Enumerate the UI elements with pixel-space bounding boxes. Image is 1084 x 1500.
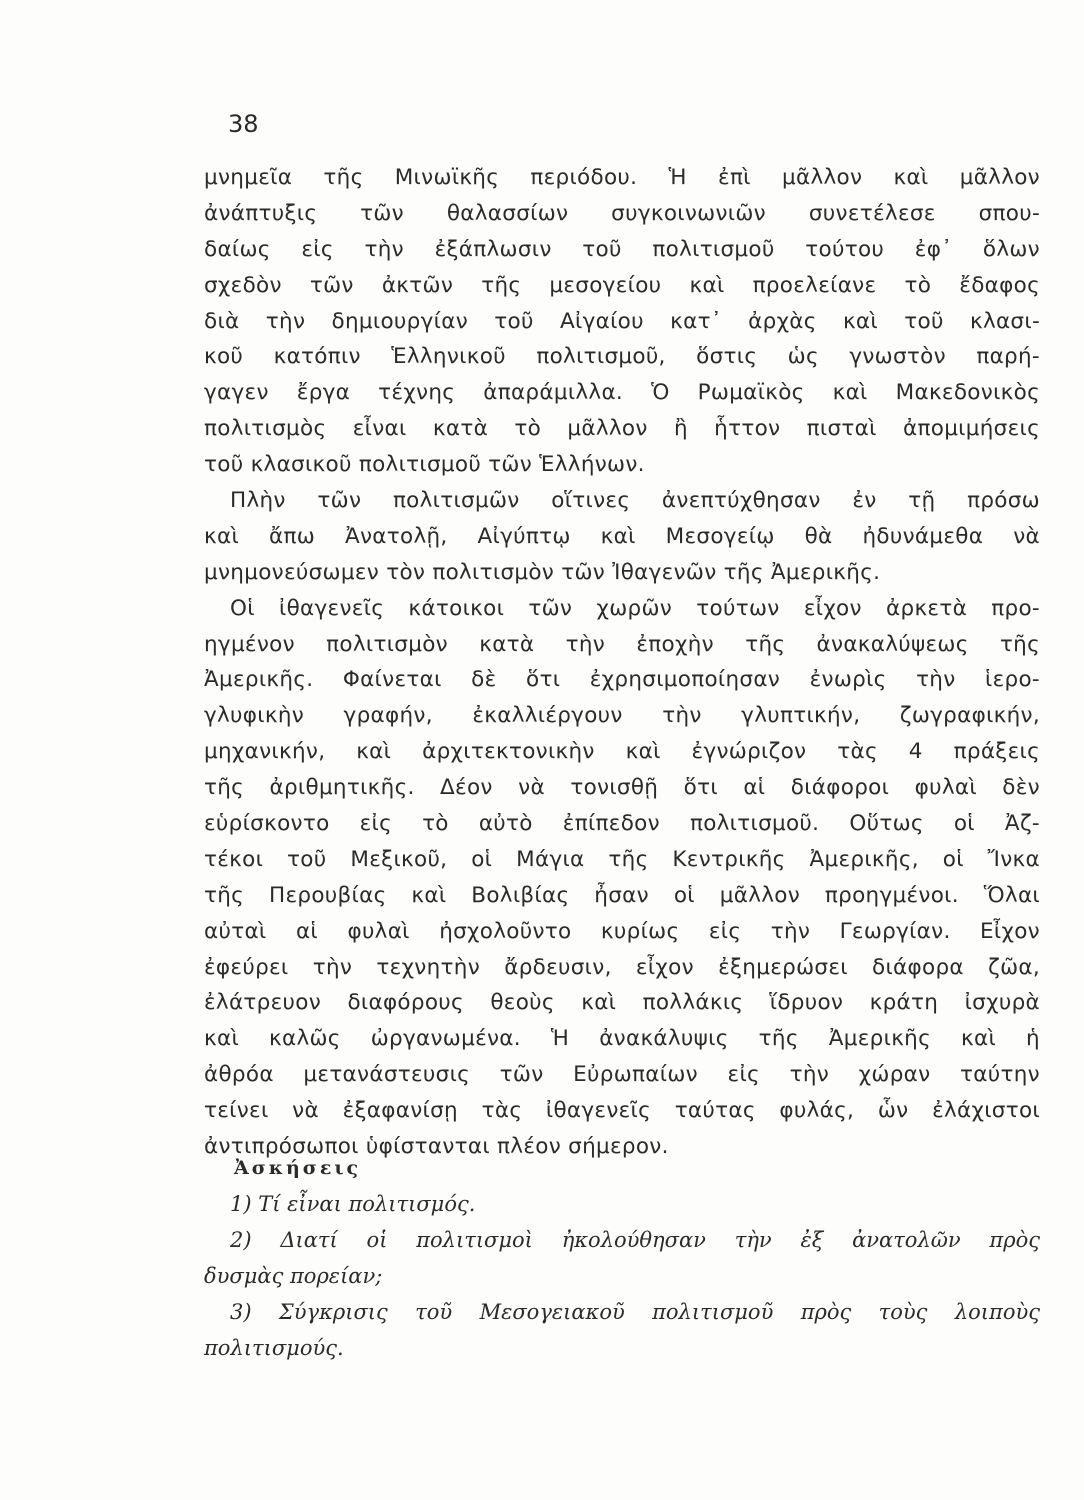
text-line: τῆς ἀριθμητικῆς. Δέον νὰ τονισθῇ ὅτι αἱ διάφοροι φυλαὶ δὲν: [204, 775, 1040, 801]
text-line: ἀντιπρόσωποι ὑφίστανται πλέον σήμερον.: [204, 1134, 669, 1160]
page-number: 38: [228, 110, 259, 138]
text-line: εὑρίσκοντο εἰς τὸ αὐτὸ ἐπίπεδον πολιτισμοῦ. Οὕτως οἱ Ἀζ-: [204, 811, 1040, 837]
text-line: μνημεῖα τῆς Μινωϊκῆς περιόδου. Ἡ ἐπὶ μᾶλλον καὶ μᾶλλον: [204, 165, 1040, 190]
body-text: [204, 160, 1040, 1165]
exercise-item: 1) Τί εἶναι πολιτισμός.: [230, 1192, 476, 1216]
text-line: τέκοι τοῦ Μεξικοῦ, οἱ Μάγια τῆς Κεντρικῆς Ἀμερικῆς, οἱ Ἴνκα: [204, 846, 1040, 872]
text-line: μηχανικήν, καὶ ἀρχιτεκτονικὴν καὶ ἐγνώριζον τὰς 4 πράξεις: [204, 739, 1040, 765]
paragraph-start-line: Πλὴν τῶν πολιτισμῶν οἵτινες ἀνεπτύχθησαν ἐν τῇ πρόσω: [230, 488, 1040, 514]
text-line: ἀνάπτυξις τῶν θαλασσίων συγκοινωνιῶν συνετέλεσε σπου-: [204, 200, 1040, 226]
text-line: πολιτισμὸς εἶναι κατὰ τὸ μᾶλλον ἢ ἧττον πισταὶ ἀπομιμήσεις: [204, 416, 1040, 442]
text-line: αὐταὶ αἱ φυλαὶ ἠσχολοῦντο κυρίως εἰς τὴν Γεωργίαν. Εἶχον: [204, 918, 1040, 944]
exercise-item: 2) Διατί οἱ πολιτισμοὶ ἠκολούθησαν τὴν ἐξ ἀνατολῶν πρὸς: [230, 1228, 1040, 1252]
text-line: γαγεν ἔργα τέχνης ἀπαράμιλλα. Ὁ Ρωμαϊκὸς καὶ Μακεδονικὸς: [204, 380, 1040, 406]
text-line: Ἀμερικῆς. Φαίνεται δὲ ὅτι ἐχρησιμοποίησαν ἐνωρὶς τὴν ἱερο-: [204, 667, 1040, 693]
exercise-item-continuation: δυσμὰς πορείαν;: [204, 1264, 383, 1288]
exercises-section: [204, 1150, 1040, 1366]
text-line: τείνει νὰ ἐξαφανίσῃ τὰς ἰθαγενεῖς ταύτας φυλάς, ὧν ἐλάχιστοι: [204, 1098, 1040, 1124]
exercise-item: 3) Σύγκρισις τοῦ Μεσογειακοῦ πολιτισμοῦ πρὸς τοὺς λοιποὺς: [230, 1300, 1040, 1324]
text-line: ἀθρόα μετανάστευσις τῶν Εὐρωπαίων εἰς τὴν χώραν ταύτην: [204, 1062, 1040, 1088]
text-line: τοῦ κλασικοῦ πολιτισμοῦ τῶν Ἑλλήνων.: [204, 452, 645, 478]
text-line: γλυφικὴν γραφήν, ἐκαλλιέργουν τὴν γλυπτικήν, ζωγραφικήν,: [204, 703, 1040, 729]
text-line: ηγμένον πολιτισμὸν κατὰ τὴν ἐποχὴν τῆς ἀνακαλύψεως τῆς: [204, 631, 1040, 657]
text-line: κοῦ κατόπιν Ἑλληνικοῦ πολιτισμοῦ, ὅστις ὡς γνωστὸν παρή-: [204, 344, 1040, 370]
exercise-item-continuation: πολιτισμούς.: [204, 1336, 344, 1360]
paragraph-start-line: Οἱ ἰθαγενεῖς κάτοικοι τῶν χωρῶν τούτων εἶχον ἀρκετὰ προ-: [230, 595, 1040, 621]
text-line: δαίως εἰς τὴν ἐξάπλωσιν τοῦ πολιτισμοῦ τούτου ἐφ᾽ ὅλων: [204, 236, 1040, 262]
text-line: διὰ τὴν δημιουργίαν τοῦ Αἰγαίου κατ᾽ ἀρχὰς καὶ τοῦ κλασι-: [204, 308, 1040, 334]
text-line: καὶ ἄπω Ἀνατολῇ, Αἰγύπτῳ καὶ Μεσογείῳ θὰ ἠδυνάμεθα νὰ: [204, 523, 1040, 549]
text-line: ἐλάτρευον διαφόρους θεοὺς καὶ πολλάκις ἵδρυον κράτη ἰσχυρὰ: [204, 990, 1040, 1016]
text-line: ἐφεύρει τὴν τεχνητὴν ἄρδευσιν, εἶχον ἐξημερώσει διάφορα ζῶα,: [204, 954, 1040, 980]
text-line: τῆς Περουβίας καὶ Βολιβίας ἦσαν οἱ μᾶλλον προηγμένοι. Ὅλαι: [204, 882, 1040, 908]
text-line: σχεδὸν τῶν ἀκτῶν τῆς μεσογείου καὶ προελείανε τὸ ἔδαφος: [204, 272, 1040, 298]
text-line: καὶ καλῶς ὠργανωμένα. Ἡ ἀνακάλυψις τῆς Ἀμερικῆς καὶ ἡ: [204, 1026, 1040, 1052]
exercises-heading: Ἀσκήσεις: [234, 1157, 362, 1179]
text-line: μνημονεύσωμεν τὸν πολιτισμὸν τῶν Ἰθαγενῶν τῆς Ἀμερικῆς.: [204, 559, 881, 585]
